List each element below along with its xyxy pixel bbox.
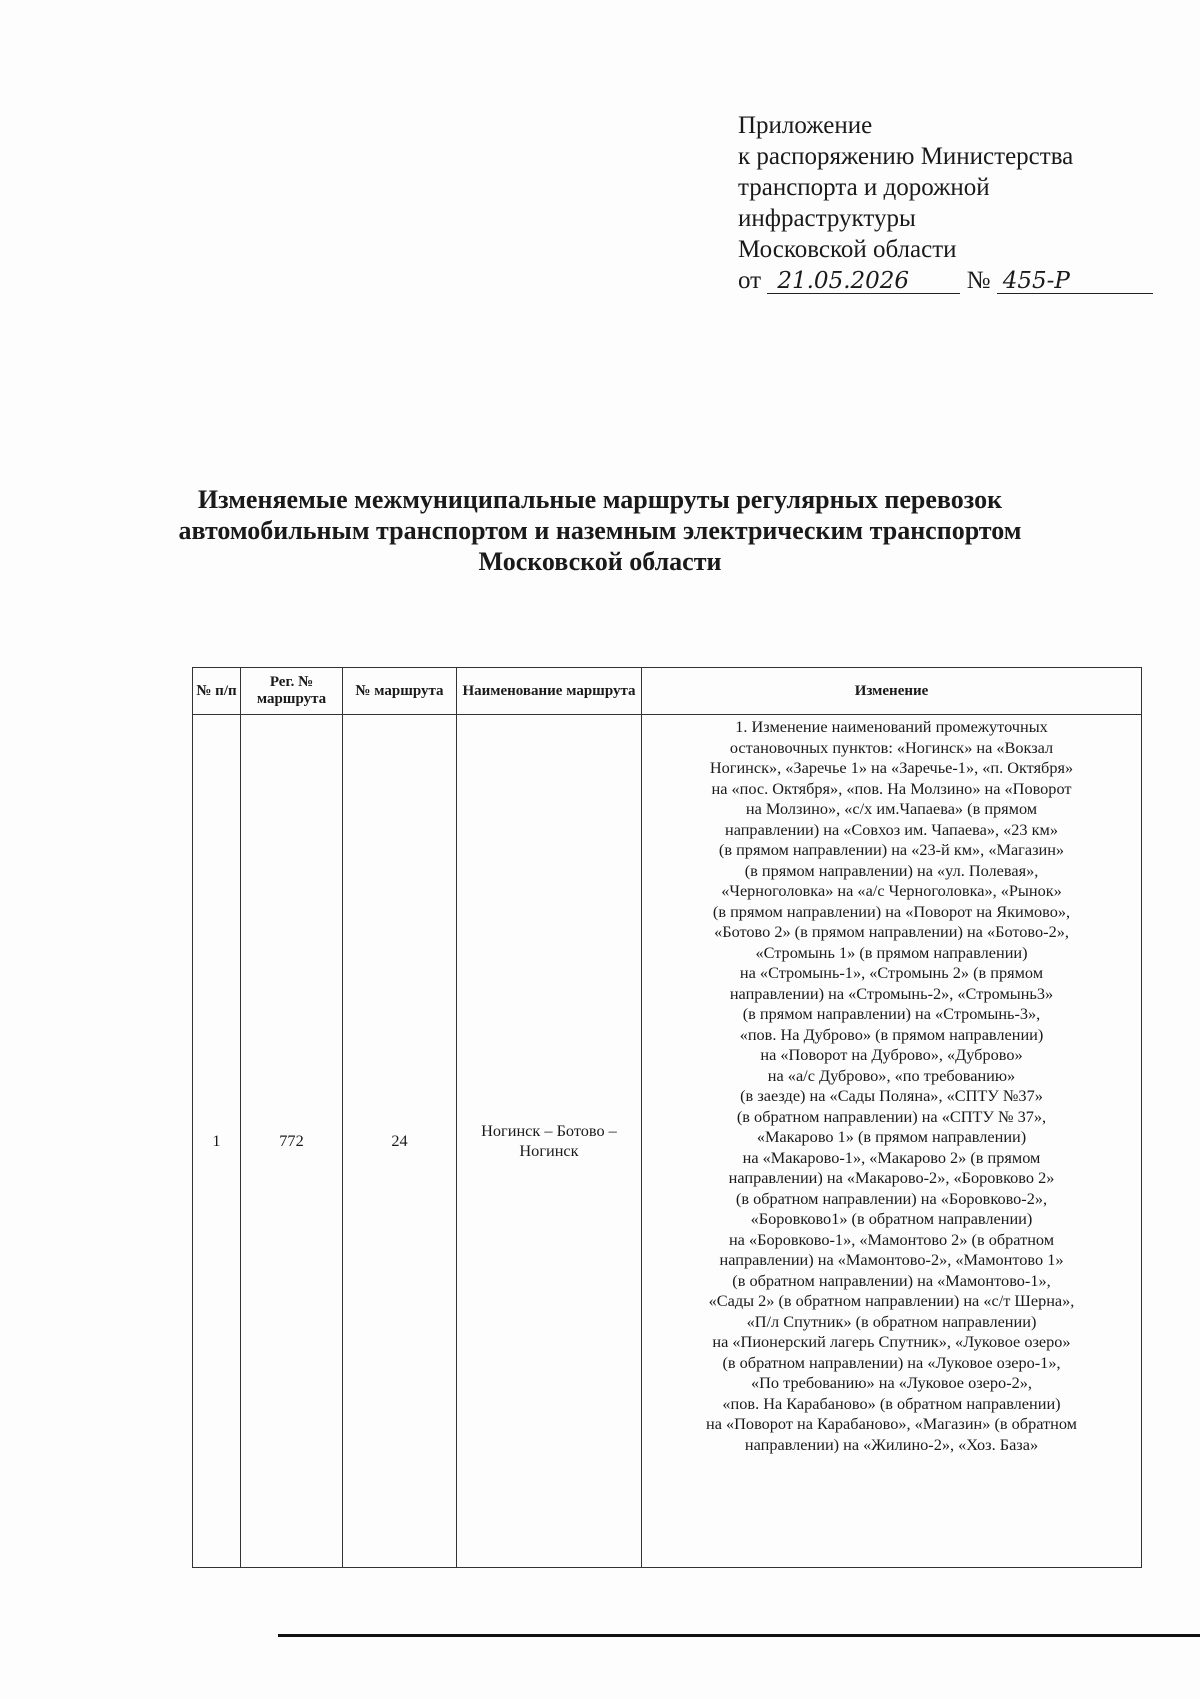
appendix-line: инфраструктуры xyxy=(738,205,916,232)
date-prefix: от xyxy=(738,267,762,294)
scan-edge-line xyxy=(278,1634,1200,1637)
routes-table xyxy=(192,667,1142,1568)
cell-route-name: Ногинск – Ботово – Ногинск xyxy=(457,715,642,1568)
header-change: Изменение xyxy=(642,668,1142,715)
header-num: № п/п xyxy=(193,668,241,715)
cell-change: 1. Изменение наименований промежуточных остановочных пунктов: «Ногинск» на «Вокзал Ногинск», «Заречье 1» на «Заречье-1», «п. Октября» на «пос. Октября», «пов. На Молзино» на «Поворот на Молзино», «с/х им.Чапаева» (в прямом направлении) на «Совхоз им. Чапаева», «23 км» (в прямом направлении) на «23-й км», «Магазин» (в прямом направлении) на «ул. Полевая», «Черноголовка» на «а/с Черноголовка», «Рынок» (в прямом направлении) на «Поворот на Якимово», «Ботово 2» (в прямом направлении) на «Ботово-2», «Стромынь 1» (в прямом направлении) на «Стромынь-1», «Стромынь 2» (в прямом направлении) на «Стромынь-2», «Стромынь3» (в прямом направлении) на «Стромынь-3», «пов. На Дуброво» (в прямом направлении) на «Поворот на Дуброво», «Дуброво» на «а/с Дуброво», «по требованию» (в заезде) на «Сады Поляна», «СПТУ №37» (в обратном направлении) на «СПТУ № 37», «Макарово 1» (в прямом направлении) на «Макарово-1», «Макарово 2» (в прямом направлении) на «Макарово-2», «Боровково 2» (в обратном направлении) на «Боровково-2», «Боровково1» (в обратном направлении) на «Боровково-1», «Мамонтово 2» (в обратном направлении) на «Мамонтово-2», «Мамонтово 1» (в обратном направлении) на «Мамонтово-1», «Сады 2» (в обратном направлении) на «с/т Шерна», «П/л Спутник» (в обратном направлении) на «Пионерский лагерь Спутник», «Луковое озеро» (в обратном направлении) на «Луковое озеро-1», «По требованию» на «Луковое озеро-2», «пов. На Карабаново» (в обратном направлении) на «Поворот на Карабаново», «Магазин» (в обратном направлении) на «Жилино-2», «Хоз. База» xyxy=(642,715,1142,1568)
header-route-name: Наименование маршрута xyxy=(457,668,642,715)
table-header-row xyxy=(193,668,1142,715)
number-prefix: № xyxy=(966,267,991,294)
table-row xyxy=(193,715,1142,1568)
appendix-block xyxy=(738,110,1138,296)
appendix-line: Приложение xyxy=(738,112,873,139)
appendix-line: транспорта и дорожной xyxy=(738,174,990,201)
appendix-date-line xyxy=(738,265,1138,296)
cell-route-number: 24 xyxy=(343,715,457,1568)
header-reg-number: Рег. № маршрута xyxy=(241,668,343,715)
document-title: Изменяемые межмуниципальные маршруты регулярных перевозок автомобильным транспортом и наземным электрическим транспортом Московской области xyxy=(178,485,1022,576)
appendix-line: Московской области xyxy=(738,236,957,263)
handwritten-date: 21.05.2026 xyxy=(767,269,960,294)
handwritten-number: 455-Р xyxy=(997,269,1153,294)
cell-reg-number: 772 xyxy=(241,715,343,1568)
appendix-line: к распоряжению Министерства xyxy=(738,143,1074,170)
cell-num: 1 xyxy=(193,715,241,1568)
header-route-number: № маршрута xyxy=(343,668,457,715)
